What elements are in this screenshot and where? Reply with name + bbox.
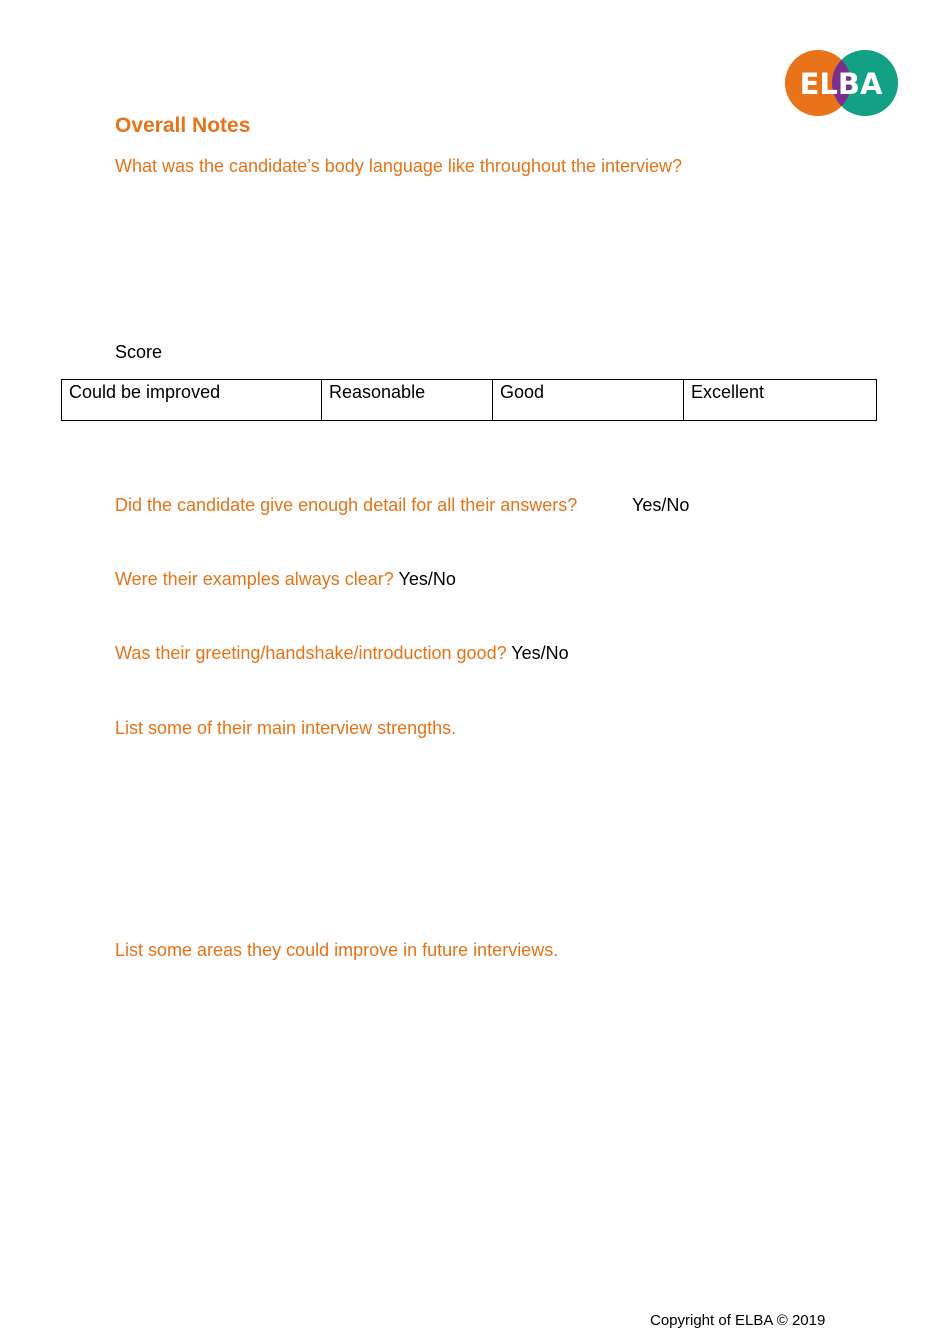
- score-option-excellent[interactable]: Excellent: [684, 380, 877, 421]
- score-option-reasonable[interactable]: Reasonable: [322, 380, 493, 421]
- elba-logo: [782, 49, 900, 117]
- examples-question-text: Were their examples always clear?: [115, 569, 394, 589]
- detail-question: [115, 495, 690, 516]
- greeting-question: [115, 643, 569, 664]
- score-option-could-be-improved[interactable]: Could be improved: [62, 380, 322, 421]
- improvements-question: List some areas they could improve in future interviews.: [115, 940, 559, 960]
- score-label: Score: [115, 342, 163, 362]
- score-table: [61, 379, 877, 421]
- page-title: Overall Notes: [115, 114, 251, 137]
- detail-question-text: Did the candidate give enough detail for all their answers?: [115, 495, 578, 515]
- greeting-question-text: Was their greeting/handshake/introduction good?: [115, 643, 507, 663]
- logo-lettering: ELBA: [799, 67, 883, 101]
- detail-answer[interactable]: Yes/No: [632, 495, 690, 515]
- strengths-question: List some of their main interview strengths.: [115, 718, 457, 738]
- greeting-answer[interactable]: Yes/No: [511, 643, 569, 663]
- copyright-footer: Copyright of ELBA © 2019: [650, 1312, 826, 1329]
- examples-question: [115, 569, 456, 590]
- body-language-question: What was the candidate’s body language like throughout the interview?: [115, 156, 683, 176]
- elba-logo-graphic: [782, 49, 900, 117]
- examples-answer[interactable]: Yes/No: [398, 569, 456, 589]
- score-option-good[interactable]: Good: [493, 380, 684, 421]
- score-row: [62, 380, 877, 421]
